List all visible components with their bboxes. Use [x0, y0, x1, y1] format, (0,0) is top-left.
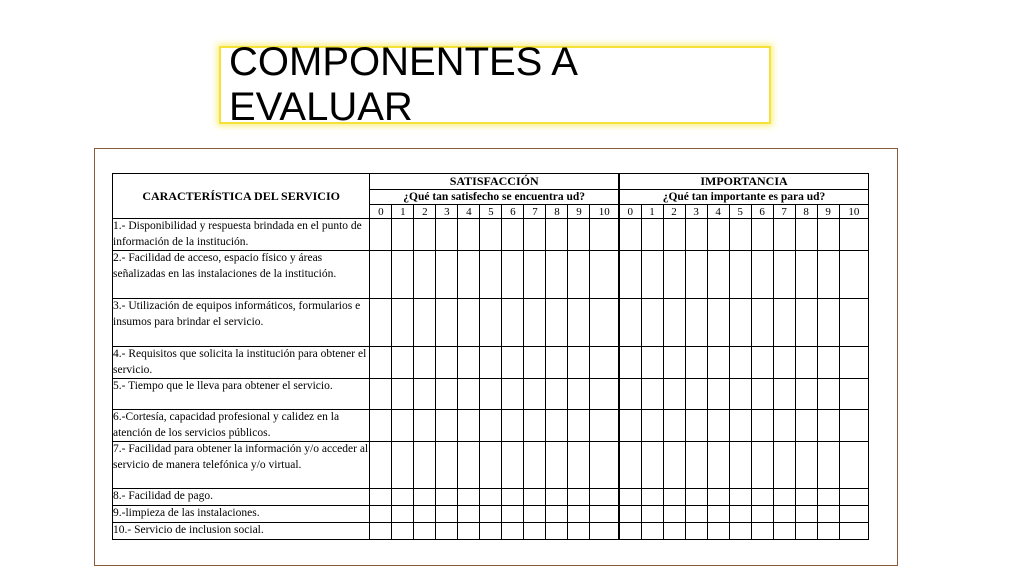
- importance-rating-cell[interactable]: [641, 523, 663, 540]
- importance-rating-cell[interactable]: [751, 506, 773, 523]
- satisfaction-rating-cell[interactable]: [546, 347, 568, 379]
- importance-rating-cell[interactable]: [619, 299, 641, 347]
- importance-rating-cell[interactable]: [817, 506, 839, 523]
- importance-rating-cell[interactable]: [839, 219, 868, 251]
- importance-rating-cell[interactable]: [707, 506, 729, 523]
- satisfaction-rating-cell[interactable]: [458, 506, 480, 523]
- satisfaction-rating-cell[interactable]: [480, 347, 502, 379]
- satisfaction-rating-cell[interactable]: [414, 379, 436, 410]
- importance-rating-cell[interactable]: [729, 523, 751, 540]
- importance-scale-4: 4: [707, 205, 729, 219]
- satisfaction-rating-cell[interactable]: [414, 523, 436, 540]
- satisfaction-rating-cell[interactable]: [480, 251, 502, 299]
- importance-rating-cell[interactable]: [641, 347, 663, 379]
- importance-rating-cell[interactable]: [685, 251, 707, 299]
- importance-rating-cell[interactable]: [707, 219, 729, 251]
- satisfaction-rating-cell[interactable]: [524, 523, 546, 540]
- satisfaction-rating-cell[interactable]: [370, 489, 392, 506]
- importance-rating-cell[interactable]: [839, 506, 868, 523]
- importance-rating-cell[interactable]: [685, 299, 707, 347]
- satisfaction-rating-cell[interactable]: [392, 506, 414, 523]
- importance-rating-cell[interactable]: [773, 506, 795, 523]
- importance-rating-cell[interactable]: [817, 523, 839, 540]
- table-row: [113, 442, 869, 489]
- importance-scale-10: 10: [839, 205, 868, 219]
- satisfaction-rating-cell[interactable]: [524, 251, 546, 299]
- satisfaction-rating-cell[interactable]: [436, 410, 458, 442]
- importance-rating-cell[interactable]: [707, 442, 729, 489]
- characteristic-item: 3.- Utilización de equipos informáticos, formularios e insumos para brindar el servicio.: [113, 299, 370, 347]
- importance-rating-cell[interactable]: [729, 442, 751, 489]
- importance-rating-cell[interactable]: [817, 219, 839, 251]
- satisfaction-rating-cell[interactable]: [436, 251, 458, 299]
- satisfaction-rating-cell[interactable]: [392, 299, 414, 347]
- importance-rating-cell[interactable]: [839, 489, 868, 506]
- satisfaction-rating-cell[interactable]: [392, 219, 414, 251]
- satisfaction-rating-cell[interactable]: [590, 347, 619, 379]
- satisfaction-rating-cell[interactable]: [392, 347, 414, 379]
- importance-rating-cell[interactable]: [619, 410, 641, 442]
- importance-rating-cell[interactable]: [663, 506, 685, 523]
- table-row: [113, 489, 869, 506]
- importance-rating-cell[interactable]: [707, 251, 729, 299]
- characteristic-item: 1.- Disponibilidad y respuesta brindada en el punto de información de la institución.: [113, 219, 370, 251]
- satisfaction-rating-cell[interactable]: [502, 251, 524, 299]
- importance-rating-cell[interactable]: [729, 347, 751, 379]
- satisfaction-rating-cell[interactable]: [436, 523, 458, 540]
- importance-rating-cell[interactable]: [707, 489, 729, 506]
- characteristic-header: CARACTERÍSTICA DEL SERVICIO: [113, 174, 370, 219]
- importance-rating-cell[interactable]: [729, 299, 751, 347]
- satisfaction-rating-cell[interactable]: [568, 489, 590, 506]
- importance-rating-cell[interactable]: [817, 299, 839, 347]
- satisfaction-rating-cell[interactable]: [524, 379, 546, 410]
- satisfaction-rating-cell[interactable]: [480, 379, 502, 410]
- table-row: [113, 506, 869, 523]
- importance-rating-cell[interactable]: [795, 379, 817, 410]
- slide-title: COMPONENTES A EVALUAR: [229, 40, 576, 129]
- importance-rating-cell[interactable]: [729, 410, 751, 442]
- satisfaction-rating-cell[interactable]: [568, 251, 590, 299]
- importance-rating-cell[interactable]: [685, 442, 707, 489]
- satisfaction-rating-cell[interactable]: [546, 489, 568, 506]
- satisfaction-rating-cell[interactable]: [392, 251, 414, 299]
- importance-rating-cell[interactable]: [773, 410, 795, 442]
- satisfaction-rating-cell[interactable]: [370, 442, 392, 489]
- importance-rating-cell[interactable]: [795, 489, 817, 506]
- importance-scale-7: 7: [773, 205, 795, 219]
- importance-rating-cell[interactable]: [751, 489, 773, 506]
- satisfaction-rating-cell[interactable]: [546, 442, 568, 489]
- importance-rating-cell[interactable]: [619, 347, 641, 379]
- satisfaction-rating-cell[interactable]: [590, 299, 619, 347]
- importance-scale-2: 2: [663, 205, 685, 219]
- satisfaction-rating-cell[interactable]: [436, 379, 458, 410]
- importance-rating-cell[interactable]: [839, 442, 868, 489]
- importance-rating-cell[interactable]: [817, 347, 839, 379]
- importance-rating-cell[interactable]: [773, 442, 795, 489]
- slide-title-box: [219, 40, 771, 129]
- importance-rating-cell[interactable]: [817, 442, 839, 489]
- satisfaction-rating-cell[interactable]: [524, 347, 546, 379]
- satisfaction-rating-cell[interactable]: [502, 347, 524, 379]
- characteristic-item: 6.-Cortesía, capacidad profesional y calidez en la atención de los servicios públicos.: [113, 410, 370, 442]
- satisfaction-rating-cell[interactable]: [414, 410, 436, 442]
- importance-rating-cell[interactable]: [751, 347, 773, 379]
- satisfaction-rating-cell[interactable]: [436, 506, 458, 523]
- survey-image-frame: [94, 148, 898, 566]
- importance-rating-cell[interactable]: [663, 219, 685, 251]
- satisfaction-rating-cell[interactable]: [480, 299, 502, 347]
- satisfaction-rating-cell[interactable]: [568, 299, 590, 347]
- satisfaction-rating-cell[interactable]: [480, 506, 502, 523]
- characteristic-item: 8.- Facilidad de pago.: [113, 489, 370, 506]
- satisfaction-scale-8: 8: [546, 205, 568, 219]
- satisfaction-rating-cell[interactable]: [458, 410, 480, 442]
- table-row: [113, 347, 869, 379]
- importance-rating-cell[interactable]: [619, 251, 641, 299]
- satisfaction-rating-cell[interactable]: [568, 410, 590, 442]
- importance-rating-cell[interactable]: [795, 299, 817, 347]
- satisfaction-rating-cell[interactable]: [524, 506, 546, 523]
- satisfaction-rating-cell[interactable]: [370, 251, 392, 299]
- importance-rating-cell[interactable]: [663, 379, 685, 410]
- satisfaction-rating-cell[interactable]: [370, 506, 392, 523]
- importance-rating-cell[interactable]: [641, 410, 663, 442]
- satisfaction-rating-cell[interactable]: [392, 489, 414, 506]
- satisfaction-rating-cell[interactable]: [370, 347, 392, 379]
- table-row: [113, 410, 869, 442]
- satisfaction-scale-4: 4: [458, 205, 480, 219]
- satisfaction-rating-cell[interactable]: [480, 219, 502, 251]
- importance-rating-cell[interactable]: [773, 219, 795, 251]
- satisfaction-rating-cell[interactable]: [480, 489, 502, 506]
- characteristic-item: 5.- Tiempo que le lleva para obtener el servicio.: [113, 379, 370, 410]
- importance-rating-cell[interactable]: [619, 489, 641, 506]
- importance-rating-cell[interactable]: [663, 299, 685, 347]
- satisfaction-rating-cell[interactable]: [458, 489, 480, 506]
- satisfaction-rating-cell[interactable]: [502, 410, 524, 442]
- satisfaction-scale-2: 2: [414, 205, 436, 219]
- satisfaction-rating-cell[interactable]: [414, 442, 436, 489]
- importance-header: IMPORTANCIA: [619, 174, 868, 190]
- satisfaction-rating-cell[interactable]: [568, 506, 590, 523]
- importance-rating-cell[interactable]: [663, 347, 685, 379]
- satisfaction-rating-cell[interactable]: [458, 299, 480, 347]
- importance-scale-6: 6: [751, 205, 773, 219]
- satisfaction-rating-cell[interactable]: [524, 410, 546, 442]
- importance-rating-cell[interactable]: [773, 347, 795, 379]
- importance-rating-cell[interactable]: [685, 410, 707, 442]
- satisfaction-rating-cell[interactable]: [370, 410, 392, 442]
- characteristic-item: 4.- Requisitos que solicita la institución para obtener el servicio.: [113, 347, 370, 379]
- importance-rating-cell[interactable]: [773, 523, 795, 540]
- satisfaction-question: ¿Qué tan satisfecho se encuentra ud?: [370, 190, 619, 205]
- satisfaction-rating-cell[interactable]: [546, 410, 568, 442]
- satisfaction-rating-cell[interactable]: [524, 219, 546, 251]
- satisfaction-rating-cell[interactable]: [590, 251, 619, 299]
- importance-rating-cell[interactable]: [685, 506, 707, 523]
- satisfaction-rating-cell[interactable]: [546, 379, 568, 410]
- satisfaction-rating-cell[interactable]: [370, 379, 392, 410]
- importance-rating-cell[interactable]: [641, 251, 663, 299]
- satisfaction-rating-cell[interactable]: [546, 219, 568, 251]
- satisfaction-scale-10: 10: [590, 205, 619, 219]
- satisfaction-scale-3: 3: [436, 205, 458, 219]
- satisfaction-rating-cell[interactable]: [568, 442, 590, 489]
- satisfaction-rating-cell[interactable]: [370, 523, 392, 540]
- satisfaction-rating-cell[interactable]: [480, 442, 502, 489]
- satisfaction-rating-cell[interactable]: [546, 523, 568, 540]
- importance-rating-cell[interactable]: [795, 219, 817, 251]
- importance-rating-cell[interactable]: [663, 523, 685, 540]
- importance-rating-cell[interactable]: [707, 523, 729, 540]
- satisfaction-scale-6: 6: [502, 205, 524, 219]
- importance-rating-cell[interactable]: [773, 489, 795, 506]
- satisfaction-rating-cell[interactable]: [502, 523, 524, 540]
- importance-rating-cell[interactable]: [839, 410, 868, 442]
- importance-rating-cell[interactable]: [619, 523, 641, 540]
- satisfaction-rating-cell[interactable]: [568, 347, 590, 379]
- satisfaction-rating-cell[interactable]: [458, 442, 480, 489]
- importance-scale-0: 0: [619, 205, 641, 219]
- importance-rating-cell[interactable]: [751, 379, 773, 410]
- satisfaction-rating-cell[interactable]: [568, 219, 590, 251]
- importance-rating-cell[interactable]: [795, 506, 817, 523]
- importance-rating-cell[interactable]: [663, 442, 685, 489]
- importance-rating-cell[interactable]: [817, 410, 839, 442]
- importance-scale-9: 9: [817, 205, 839, 219]
- importance-rating-cell[interactable]: [685, 489, 707, 506]
- satisfaction-header: SATISFACCIÓN: [370, 174, 619, 190]
- importance-rating-cell[interactable]: [729, 251, 751, 299]
- importance-rating-cell[interactable]: [751, 299, 773, 347]
- satisfaction-rating-cell[interactable]: [590, 489, 619, 506]
- satisfaction-rating-cell[interactable]: [590, 379, 619, 410]
- importance-rating-cell[interactable]: [641, 299, 663, 347]
- satisfaction-rating-cell[interactable]: [502, 299, 524, 347]
- importance-rating-cell[interactable]: [707, 410, 729, 442]
- importance-rating-cell[interactable]: [685, 219, 707, 251]
- satisfaction-rating-cell[interactable]: [546, 299, 568, 347]
- importance-rating-cell[interactable]: [619, 506, 641, 523]
- satisfaction-rating-cell[interactable]: [590, 410, 619, 442]
- importance-rating-cell[interactable]: [773, 379, 795, 410]
- satisfaction-rating-cell[interactable]: [546, 251, 568, 299]
- importance-rating-cell[interactable]: [663, 251, 685, 299]
- importance-rating-cell[interactable]: [641, 442, 663, 489]
- satisfaction-rating-cell[interactable]: [436, 347, 458, 379]
- satisfaction-rating-cell[interactable]: [392, 442, 414, 489]
- importance-rating-cell[interactable]: [751, 410, 773, 442]
- importance-rating-cell[interactable]: [619, 219, 641, 251]
- satisfaction-rating-cell[interactable]: [502, 442, 524, 489]
- importance-rating-cell[interactable]: [773, 251, 795, 299]
- table-row: [113, 219, 869, 251]
- importance-rating-cell[interactable]: [817, 251, 839, 299]
- importance-scale-8: 8: [795, 205, 817, 219]
- characteristic-item: 9.-limpieza de las instalaciones.: [113, 506, 370, 523]
- satisfaction-rating-cell[interactable]: [414, 299, 436, 347]
- importance-rating-cell[interactable]: [817, 379, 839, 410]
- importance-scale-3: 3: [685, 205, 707, 219]
- satisfaction-rating-cell[interactable]: [590, 219, 619, 251]
- satisfaction-rating-cell[interactable]: [458, 379, 480, 410]
- satisfaction-rating-cell[interactable]: [480, 410, 502, 442]
- satisfaction-rating-cell[interactable]: [458, 523, 480, 540]
- characteristic-item: 7.- Facilidad para obtener la información y/o acceder al servicio de manera telefónica y/o virtual.: [113, 442, 370, 489]
- satisfaction-rating-cell[interactable]: [392, 379, 414, 410]
- importance-rating-cell[interactable]: [729, 379, 751, 410]
- satisfaction-rating-cell[interactable]: [524, 299, 546, 347]
- importance-rating-cell[interactable]: [773, 299, 795, 347]
- satisfaction-rating-cell[interactable]: [524, 489, 546, 506]
- importance-rating-cell[interactable]: [685, 347, 707, 379]
- importance-rating-cell[interactable]: [795, 523, 817, 540]
- satisfaction-rating-cell[interactable]: [546, 506, 568, 523]
- satisfaction-rating-cell[interactable]: [414, 347, 436, 379]
- satisfaction-rating-cell[interactable]: [458, 251, 480, 299]
- satisfaction-rating-cell[interactable]: [524, 442, 546, 489]
- importance-rating-cell[interactable]: [751, 219, 773, 251]
- importance-rating-cell[interactable]: [817, 489, 839, 506]
- evaluation-table: [112, 173, 869, 540]
- satisfaction-rating-cell[interactable]: [502, 379, 524, 410]
- importance-rating-cell[interactable]: [795, 251, 817, 299]
- importance-rating-cell[interactable]: [751, 251, 773, 299]
- importance-scale-5: 5: [729, 205, 751, 219]
- satisfaction-rating-cell[interactable]: [502, 506, 524, 523]
- importance-rating-cell[interactable]: [751, 523, 773, 540]
- satisfaction-rating-cell[interactable]: [414, 506, 436, 523]
- satisfaction-rating-cell[interactable]: [502, 489, 524, 506]
- importance-rating-cell[interactable]: [729, 489, 751, 506]
- importance-rating-cell[interactable]: [795, 442, 817, 489]
- satisfaction-rating-cell[interactable]: [502, 219, 524, 251]
- importance-rating-cell[interactable]: [707, 299, 729, 347]
- satisfaction-rating-cell[interactable]: [568, 523, 590, 540]
- characteristic-item: 10.- Servicio de inclusion social.: [113, 523, 370, 540]
- importance-rating-cell[interactable]: [685, 379, 707, 410]
- satisfaction-rating-cell[interactable]: [590, 506, 619, 523]
- table-row: [113, 379, 869, 410]
- importance-rating-cell[interactable]: [707, 347, 729, 379]
- importance-scale-1: 1: [641, 205, 663, 219]
- table-row: [113, 523, 869, 540]
- importance-question: ¿Qué tan importante es para ud?: [619, 190, 868, 205]
- table-row: [113, 299, 869, 347]
- importance-rating-cell[interactable]: [619, 442, 641, 489]
- importance-rating-cell[interactable]: [707, 379, 729, 410]
- satisfaction-rating-cell[interactable]: [590, 442, 619, 489]
- satisfaction-rating-cell[interactable]: [370, 299, 392, 347]
- importance-rating-cell[interactable]: [641, 506, 663, 523]
- importance-rating-cell[interactable]: [839, 379, 868, 410]
- satisfaction-rating-cell[interactable]: [568, 379, 590, 410]
- importance-rating-cell[interactable]: [839, 251, 868, 299]
- satisfaction-scale-5: 5: [480, 205, 502, 219]
- satisfaction-rating-cell[interactable]: [458, 219, 480, 251]
- table-row: [113, 251, 869, 299]
- satisfaction-rating-cell[interactable]: [590, 523, 619, 540]
- importance-rating-cell[interactable]: [839, 347, 868, 379]
- satisfaction-rating-cell[interactable]: [436, 489, 458, 506]
- satisfaction-rating-cell[interactable]: [436, 442, 458, 489]
- importance-rating-cell[interactable]: [641, 489, 663, 506]
- importance-rating-cell[interactable]: [641, 219, 663, 251]
- satisfaction-rating-cell[interactable]: [392, 523, 414, 540]
- satisfaction-rating-cell[interactable]: [392, 410, 414, 442]
- importance-rating-cell[interactable]: [619, 379, 641, 410]
- importance-rating-cell[interactable]: [795, 410, 817, 442]
- importance-rating-cell[interactable]: [685, 523, 707, 540]
- satisfaction-scale-0: 0: [370, 205, 392, 219]
- satisfaction-rating-cell[interactable]: [436, 219, 458, 251]
- satisfaction-rating-cell[interactable]: [414, 251, 436, 299]
- satisfaction-rating-cell[interactable]: [370, 219, 392, 251]
- importance-rating-cell[interactable]: [729, 506, 751, 523]
- importance-rating-cell[interactable]: [839, 299, 868, 347]
- satisfaction-rating-cell[interactable]: [436, 299, 458, 347]
- importance-rating-cell[interactable]: [795, 347, 817, 379]
- characteristic-item: 2.- Facilidad de acceso, espacio físico y áreas señalizadas en las instalaciones de la institución.: [113, 251, 370, 299]
- satisfaction-rating-cell[interactable]: [458, 347, 480, 379]
- importance-rating-cell[interactable]: [729, 219, 751, 251]
- importance-rating-cell[interactable]: [641, 379, 663, 410]
- satisfaction-scale-1: 1: [392, 205, 414, 219]
- importance-rating-cell[interactable]: [839, 523, 868, 540]
- satisfaction-scale-7: 7: [524, 205, 546, 219]
- satisfaction-rating-cell[interactable]: [414, 219, 436, 251]
- satisfaction-scale-9: 9: [568, 205, 590, 219]
- importance-rating-cell[interactable]: [663, 410, 685, 442]
- importance-rating-cell[interactable]: [751, 442, 773, 489]
- satisfaction-rating-cell[interactable]: [414, 489, 436, 506]
- satisfaction-rating-cell[interactable]: [480, 523, 502, 540]
- importance-rating-cell[interactable]: [663, 489, 685, 506]
